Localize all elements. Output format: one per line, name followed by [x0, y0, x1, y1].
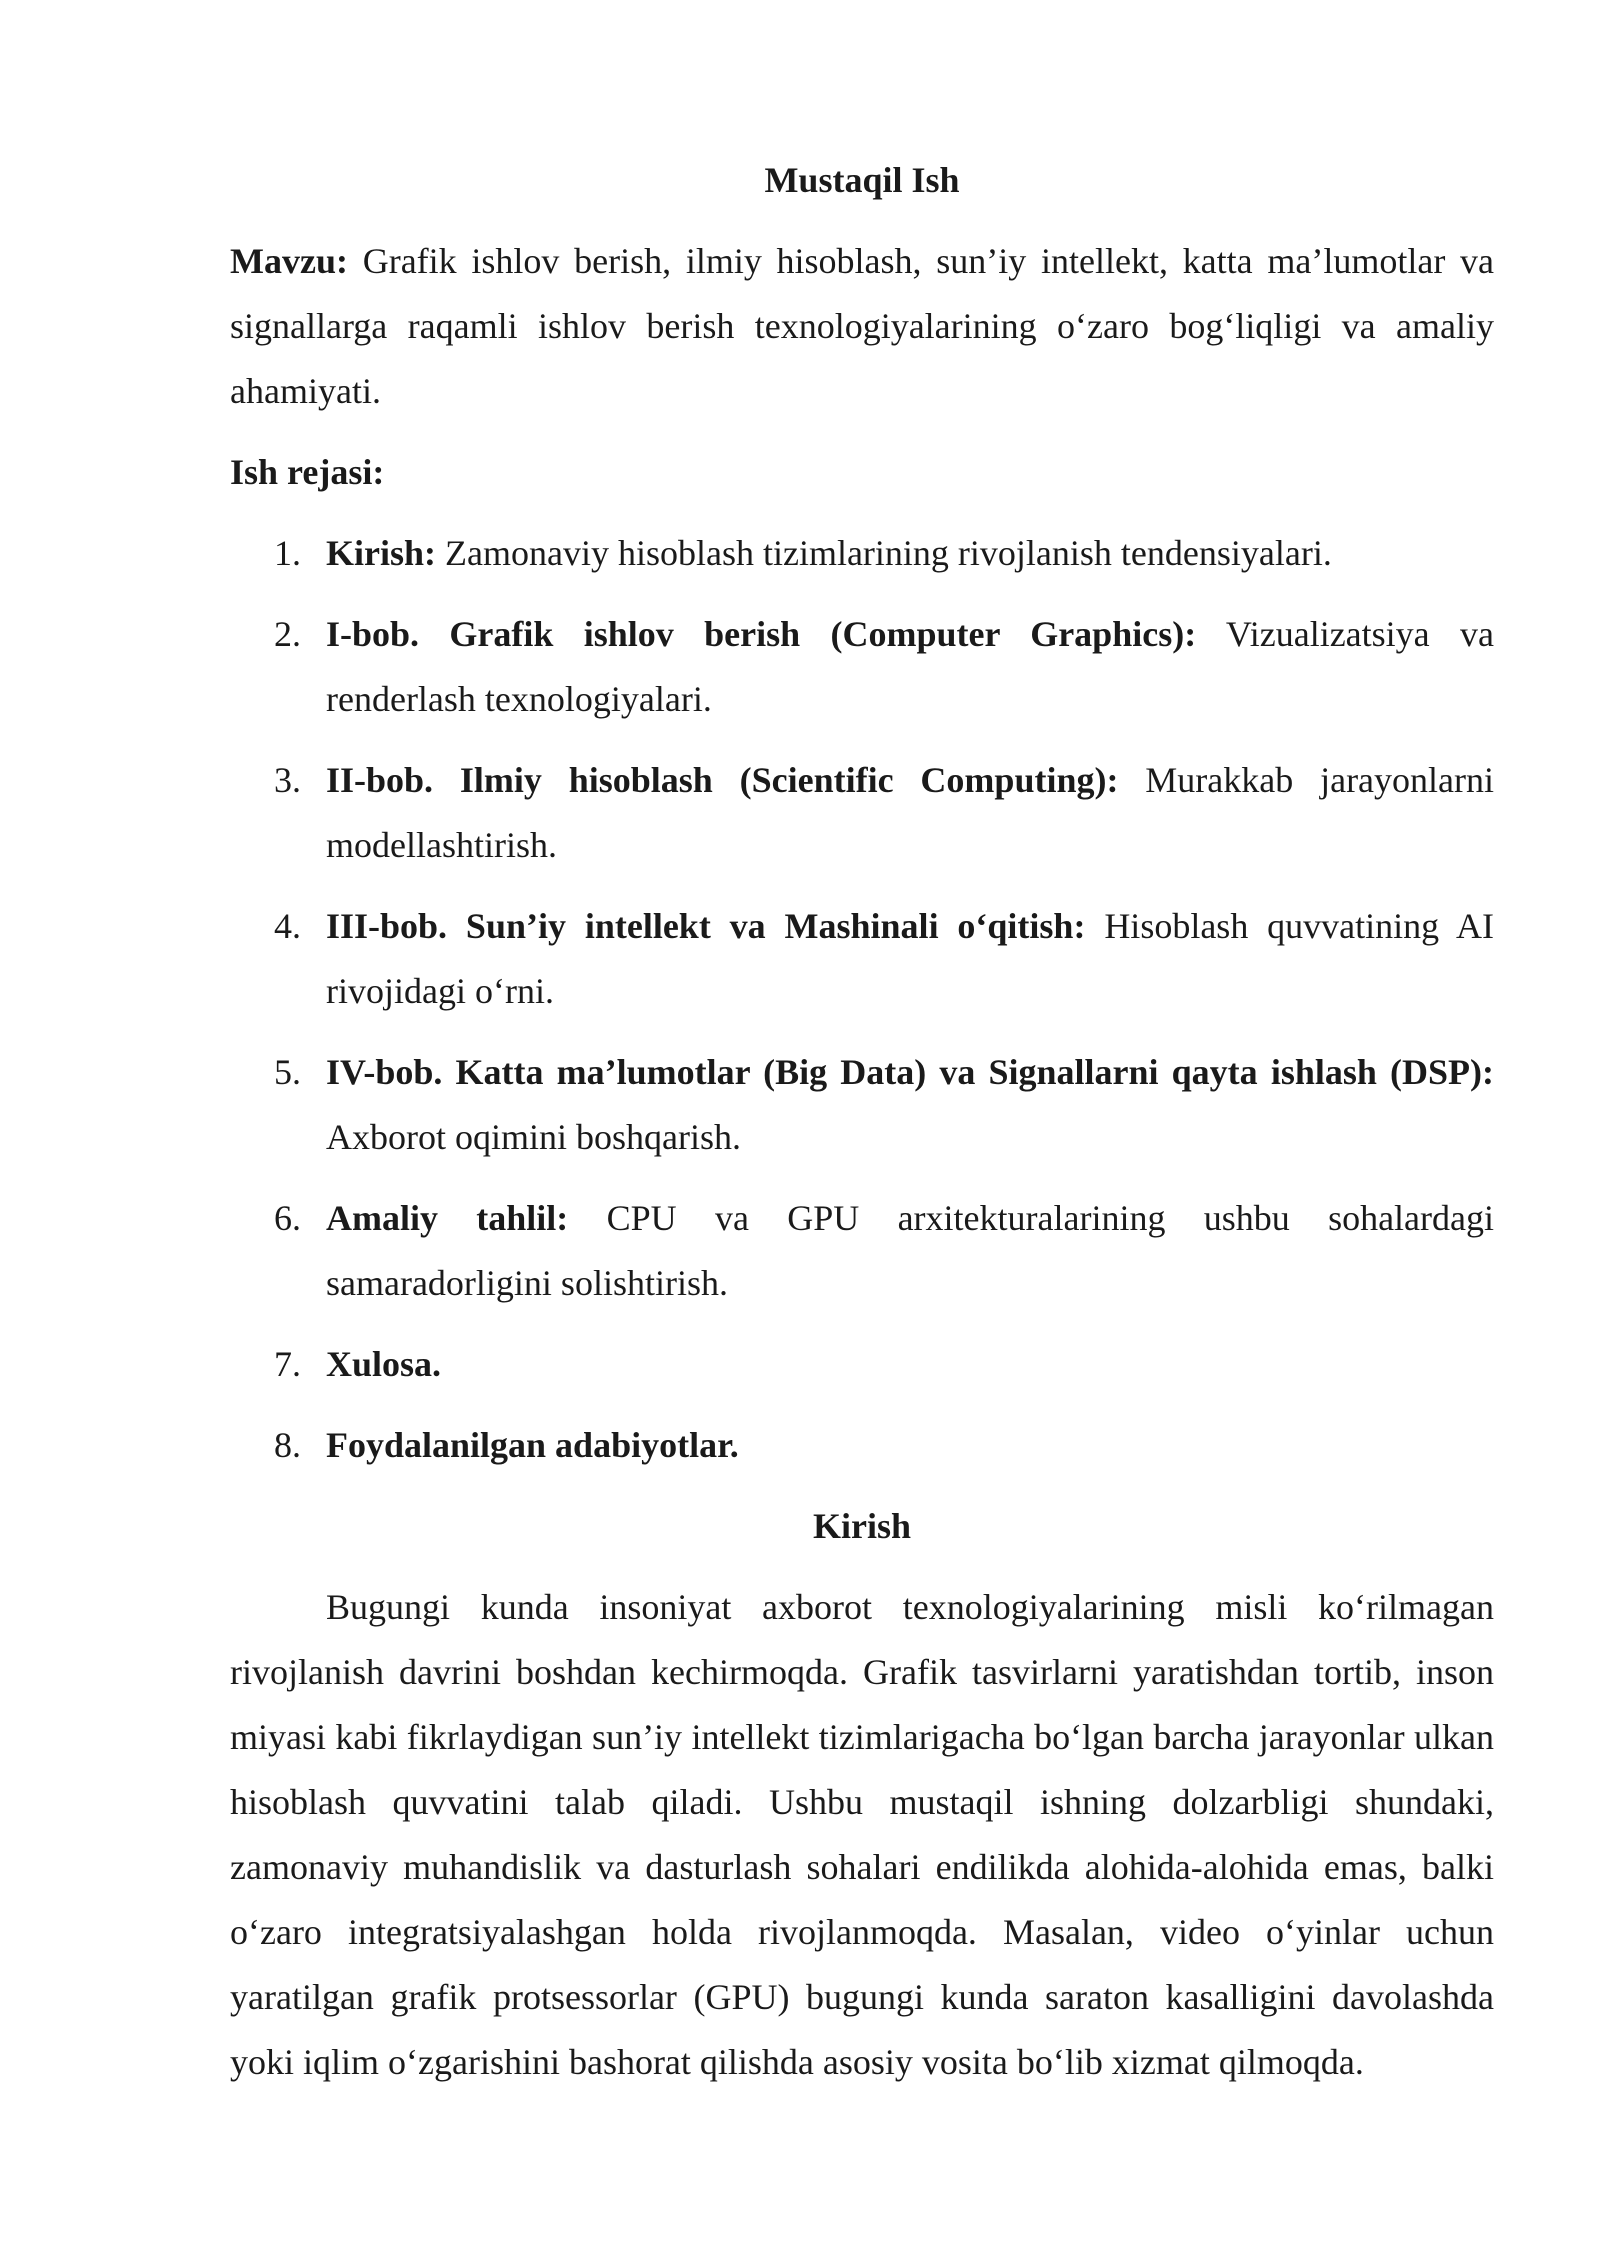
plan-item-number: 3.: [274, 760, 301, 800]
plan-item-text: Axborot oqimini boshqarish.: [326, 1117, 741, 1157]
plan-item-number: 7.: [274, 1344, 301, 1384]
plan-item-number: 8.: [274, 1425, 301, 1465]
topic-label: Mavzu:: [230, 241, 348, 281]
document-body: [230, 148, 1494, 2095]
plan-item-bold: I-bob. Grafik ishlov berish (Computer Graphics):: [326, 614, 1197, 654]
intro-paragraph: Bugungi kunda insoniyat axborot texnologiyalarining misli ko‘rilmagan rivojlanish davrini boshdan kechirmoqda. Grafik tasvirlarni yaratishdan tortib, inson miyasi kabi fikrlaydigan sun’iy intellekt tizimlarigacha bo‘lgan barcha jarayonlar ulkan hisoblash quvvatini talab qiladi. Ushbu mustaqil ishning dolzarbligi shundaki, zamonaviy muhandislik va dasturlash sohalari endilikda alohida-alohida emas, balki o‘zaro integratsiyalashgan holda rivojlanmoqda. Masalan, video o‘yinlar uchun yaratilgan grafik protsessorlar (GPU) bugungi kunda saraton kasalligini davolashda yoki iqlim o‘zgarishini bashorat qilishda asosiy vosita bo‘lib xizmat qilmoqda.: [230, 1587, 1494, 2082]
plan-item-number: 5.: [274, 1052, 301, 1092]
plan-item-text: Hisoblash quvvatining AI rivojidagi o‘rni.: [326, 906, 1495, 1011]
plan-item: [230, 1186, 1494, 1316]
plan-item-bold: IV-bob. Katta ma’lumotlar (Big Data) va Signallarni qayta ishlash (DSP):: [326, 1052, 1494, 1092]
plan-item-text: Murakkab jarayonlarni modellashtirish.: [326, 760, 1495, 865]
topic-text: Grafik ishlov berish, ilmiy hisoblash, sun’iy intellekt, katta ma’lumotlar va signallarga raqamli ishlov berish texnologiyalarining o‘zaro bog‘liqligi va amaliy ahamiyati.: [230, 241, 1495, 411]
plan-list: [230, 521, 1494, 1478]
plan-item: [230, 1040, 1494, 1170]
plan-item-bold: Amaliy tahlil:: [326, 1198, 569, 1238]
plan-item-text: Zamonaviy hisoblash tizimlarining rivojlanish tendensiyalari.: [445, 533, 1332, 573]
plan-heading: Ish rejasi:: [230, 452, 385, 492]
plan-item: [230, 748, 1494, 878]
plan-item: [230, 894, 1494, 1024]
plan-item: [230, 602, 1494, 732]
plan-item-number: 4.: [274, 906, 301, 946]
plan-item-text: CPU va GPU arxitekturalarining ushbu sohalardagi samaradorligini solishtirish.: [326, 1198, 1495, 1303]
topic-paragraph: [230, 229, 1494, 424]
plan-item-bold: II-bob. Ilmiy hisoblash (Scientific Computing):: [326, 760, 1119, 800]
document-title: Mustaqil Ish: [764, 160, 960, 200]
plan-item: [230, 521, 1494, 586]
plan-item: [230, 1332, 1494, 1397]
plan-item-bold: Xulosa.: [326, 1344, 442, 1384]
plan-item-number: 2.: [274, 614, 301, 654]
plan-item-number: 6.: [274, 1198, 301, 1238]
plan-item: [230, 1413, 1494, 1478]
plan-item-number: 1.: [274, 533, 301, 573]
intro-heading: Kirish: [812, 1506, 911, 1546]
plan-item-bold: Foydalanilgan adabiyotlar.: [326, 1425, 739, 1465]
plan-item-bold: III-bob. Sun’iy intellekt va Mashinali o‘qitish:: [326, 906, 1086, 946]
plan-item-bold: Kirish:: [326, 533, 437, 573]
plan-item-text: Vizualizatsiya va renderlash texnologiyalari.: [326, 614, 1494, 719]
